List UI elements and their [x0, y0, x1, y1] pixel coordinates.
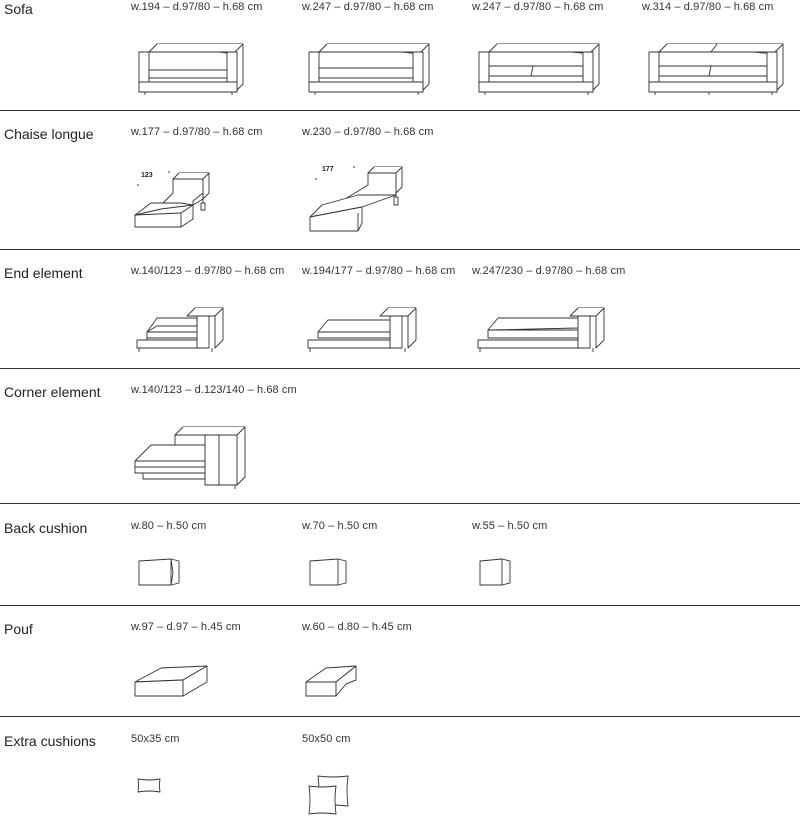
- row-pouf: [0, 620, 800, 716]
- row-divider: [0, 249, 800, 250]
- row-divider: [0, 110, 800, 111]
- dimensions-text: 50x35 cm: [131, 733, 180, 745]
- dimensions-text: w.247 – d.97/80 – h.68 cm: [472, 1, 604, 13]
- corner-element-icon: [131, 423, 256, 493]
- dimensions-text: w.140/123 – d.97/80 – h.68 cm: [131, 265, 285, 277]
- sofa-large-icon: [645, 40, 790, 100]
- sofa-3-seat-icon: [305, 40, 435, 100]
- dimensions-text: w.97 – d.97 – h.45 cm: [131, 621, 241, 633]
- dimensions-text: w.194/177 – d.97/80 – h.68 cm: [302, 265, 456, 277]
- row-end-element: [0, 264, 800, 368]
- dimensions-text: w.314 – d.97/80 – h.68 cm: [642, 1, 774, 13]
- end-element-medium-icon: [304, 304, 424, 364]
- dimensions-text: w.247/230 – d.97/80 – h.68 cm: [472, 265, 626, 277]
- row-title: Pouf: [4, 621, 33, 637]
- dimensions-text: w.70 – h.50 cm: [302, 520, 378, 532]
- back-cushion-large-icon: [133, 555, 183, 595]
- dimensions-text: w.55 – h.50 cm: [472, 520, 548, 532]
- back-cushion-medium-icon: [304, 555, 354, 595]
- pouf-square-icon: [131, 660, 221, 710]
- dimension-label: 177: [322, 166, 334, 173]
- row-title: Chaise longue: [4, 126, 94, 142]
- chaise-longue-small-icon: [131, 165, 231, 245]
- row-extra-cushions: [0, 732, 800, 819]
- row-title: Extra cushions: [4, 733, 96, 749]
- row-divider: [0, 605, 800, 606]
- row-divider: [0, 716, 800, 717]
- sofa-2-cushion-icon: [475, 40, 605, 100]
- row-divider: [0, 503, 800, 504]
- pouf-rect-icon: [302, 660, 372, 710]
- cushion-rect-icon: [133, 776, 173, 806]
- row-back-cushion: [0, 519, 800, 605]
- row-title: Corner element: [4, 384, 101, 400]
- end-element-large-icon: [474, 304, 614, 364]
- dimensions-text: w.194 – d.97/80 – h.68 cm: [131, 1, 263, 13]
- sofa-2-seat-icon: [135, 40, 250, 100]
- dimensions-text: w.230 – d.97/80 – h.68 cm: [302, 126, 434, 138]
- end-element-small-icon: [133, 304, 233, 364]
- row-chaise-longue: [0, 125, 800, 249]
- row-corner-element: [0, 383, 800, 503]
- row-sofa: [0, 0, 800, 110]
- dimensions-text: w.177 – d.97/80 – h.68 cm: [131, 126, 263, 138]
- chaise-longue-large-icon: [302, 163, 412, 243]
- row-title: Back cushion: [4, 520, 88, 536]
- dimensions-text: 50x50 cm: [302, 733, 351, 745]
- back-cushion-small-icon: [474, 555, 524, 595]
- row-title: Sofa: [4, 1, 33, 17]
- dimensions-text: w.140/123 – d.123/140 – h.68 cm: [131, 384, 297, 396]
- cushion-square-icon: [304, 772, 354, 818]
- dimensions-text: w.60 – d.80 – h.45 cm: [302, 621, 412, 633]
- dimension-label: 123: [141, 172, 153, 179]
- row-divider: [0, 368, 800, 369]
- row-title: End element: [4, 265, 83, 281]
- dimensions-text: w.247 – d.97/80 – h.68 cm: [302, 1, 434, 13]
- dimensions-text: w.80 – h.50 cm: [131, 520, 207, 532]
